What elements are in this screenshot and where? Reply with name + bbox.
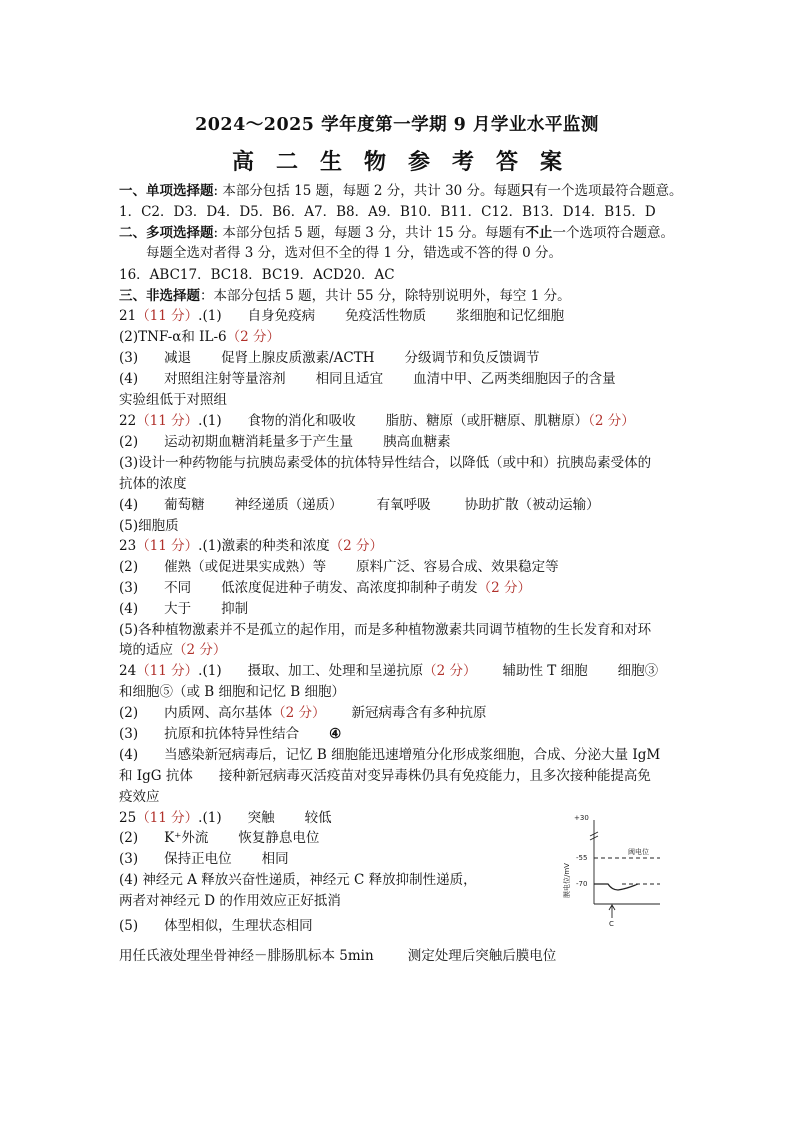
q23-line2 [119,557,559,577]
q25-line7 [119,946,556,966]
answer: 不同 [164,580,192,596]
q25-line6 [119,916,313,936]
answer: 相同且适宜 [315,371,384,387]
tick-label-minus55: -55 [576,854,588,862]
stimulus-label: C [609,920,614,928]
answer: 神经递质（递质） [234,497,343,513]
part-label: (2) [119,434,139,450]
section3-heading: 三、非选择题 [119,288,200,304]
part-label: (2) [119,830,139,846]
q23-line6 [119,640,226,660]
answer: 促肾上腺皮质激素/ACTH [221,350,375,366]
question-score: （11 分） [136,413,199,429]
section2-desc: : 本部分包括 5 题，每题 3 分，共计 15 分。每题有 [213,225,526,241]
question-score: （11 分） [136,810,199,826]
q25-line2 [119,828,319,848]
answer: 大于 [164,601,192,617]
score-note: （2 分） [272,705,326,721]
q25-line1 [119,808,332,828]
answer: 新冠病毒含有多种抗原 [351,705,487,721]
answer: 摄取、加工、处理和呈递抗原 [247,663,424,679]
answer: 内质网、高尔基体 [164,705,273,721]
answer: K⁺外流 [164,830,209,846]
answer: 相同 [261,851,289,867]
subtitle-char: 二 [275,149,298,175]
answer: 脂肪、糖原（或肝糖原、肌糖原） [385,413,589,429]
answer: 自身免疫病 [247,308,316,324]
answer: 原料广泛、容易合成、效果稳定等 [356,559,559,575]
q24-line1 [119,661,658,681]
section2-notonly: 不止 [525,225,553,241]
subtitle-char: 答 [496,149,519,175]
part-label: (3) [119,350,139,366]
section3-desc: ：本部分包括 5 题，共计 55 分，除特别说明外，每空 1 分。 [200,288,571,304]
section1-heading: 一、单项选择题 [119,183,214,199]
answer: 免疫活性物质 [345,308,427,324]
q25-line5: 两者对神经元 D 的作用效应正好抵消 [119,893,341,909]
answer: 抑制 [221,601,249,617]
question-number: 21 [119,308,137,324]
answer: 协助扩散（被动运输） [464,497,600,513]
q25-line3 [119,849,289,869]
answer: 接种新冠病毒灭活疫苗对变异毒株仍具有免疫能力，且多次接种能提高免 [218,768,651,784]
subtitle-char: 物 [363,149,386,175]
answer: 分级调节和负反馈调节 [404,350,540,366]
score-note: （2 分） [329,538,383,554]
question-score: （11 分） [136,538,199,554]
answer: 境的适应 [119,642,173,658]
subtitle-char: 生 [319,149,342,175]
question-number: 25 [119,810,137,826]
q22-line5 [119,495,600,515]
page-title: 2024～2025 学年度第一学期 9 月学业水平监测 [195,115,599,135]
q24-line3 [119,703,487,723]
part-label: (4) [119,601,139,617]
answer: 有氧呼吸 [376,497,431,513]
y-axis-label: 膜电位/mV [563,863,571,898]
section1-desc2: 有一个选项最符合题意。 [534,183,683,199]
potential-trace [594,884,638,890]
q21-line2 [119,327,280,347]
answer: 减退 [164,350,192,366]
part-label: (2) [119,705,139,721]
section1-only: 只 [520,183,535,199]
answer: 食物的消化和吸收 [247,413,356,429]
section1-desc: : 本部分包括 15 题，每题 2 分，共计 30 分。每题 [213,183,521,199]
membrane-potential-figure [556,806,666,928]
answer: 辅助性 T 细胞 [502,663,588,679]
page-subtitle [0,145,794,176]
answer: ④ [329,726,342,742]
score-note: （2 分） [226,329,281,345]
tick-label-minus70: -70 [576,880,588,888]
q23-line4 [119,599,248,619]
answer: 血清中甲、乙两类细胞因子的含量 [413,371,616,387]
question-number: 22 [119,413,137,429]
section2-desc2: 一个选项符合题意。 [552,225,674,241]
threshold-label: 阈电位 [628,848,649,856]
q24-line7: 疫效应 [119,789,160,805]
part-label: (3) [119,726,139,742]
q22-line4: 抗体的浓度 [119,476,187,492]
q21-line5: 实验组低于对照组 [119,392,227,408]
answer: 用任氏液处理坐骨神经－腓肠肌标本 5min [119,948,374,964]
q24-line4 [119,724,341,744]
part-label: (4) [119,371,139,387]
q23-line3 [119,578,531,598]
answer: 胰高血糖素 [383,434,451,450]
score-note: （2 分） [173,642,227,658]
q25-line4: (4) 神经元 A 释放兴奋性递质，神经元 C 释放抑制性递质， [119,872,477,888]
answer: 当感染新冠病毒后，记忆 B 细胞能迅速增殖分化形成浆细胞，合成、分泌大量 IgM [164,747,661,763]
part-label: .(1) [198,308,222,324]
answer: 较低 [304,810,332,826]
q24-line5 [119,745,660,765]
part-label: (5) [119,918,139,934]
answer: 浆细胞和记忆细胞 [456,308,565,324]
q21-line1 [119,306,564,326]
part-label: (4) [119,497,139,513]
answer: 保持正电位 [164,851,232,867]
section1-heading-line [119,181,683,201]
answer: 抗原和抗体特异性结合 [164,726,300,742]
subtitle-char: 案 [540,149,563,175]
q22-line6: (5)细胞质 [119,518,179,534]
subtitle-char: 高 [231,149,254,175]
answer: 和 IgG 抗体 [119,768,193,784]
part-label: .(1) [198,413,222,429]
answer: (2)TNF-α和 IL-6 [119,329,227,345]
answer: 低浓度促进种子萌发、高浓度抑制种子萌发 [221,580,478,596]
answer: 催熟（或促进果实成熟）等 [164,559,327,575]
section2-heading-line [119,223,674,243]
answer: 葡萄糖 [164,497,205,513]
part-label: (4) [119,747,139,763]
answer: 突触 [247,810,275,826]
question-score: （11 分） [136,308,199,324]
section3-heading-line [119,286,571,306]
answer: 对照组注射等量溶剂 [164,371,286,387]
section1-answers: 1．C2．D3．D4．D5．B6．A7．B8．A9．B10．B11．C12．B13．D14．B15．D [119,204,656,220]
q21-line4 [119,369,616,389]
part-label: (3) [119,851,139,867]
score-note: （2 分） [588,413,635,429]
section2-answers: 16．ABC17．BC18．BC19．ACD20．AC [119,267,395,283]
question-number: 24 [119,663,137,679]
q22-line1 [119,411,635,431]
q22-line3: (3)设计一种药物能与抗胰岛素受体的抗体特异性结合，以降低（或中和）抗胰岛素受体的 [119,455,652,471]
part-label: .(1) [198,663,222,679]
q23-line5: (5)各种植物激素并不是孤立的起作用，而是多种植物激素共同调节植物的生长发育和对环 [119,622,652,638]
section2-scoring: 每题全选对者得 3 分，选对但不全的得 1 分，错选或不答的得 0 分。 [146,245,563,261]
question-number: 23 [119,538,137,554]
answer: .(1)激素的种类和浓度 [198,538,330,554]
q24-line6 [119,766,651,786]
q21-line3 [119,348,540,368]
answer: 细胞③ [617,663,659,679]
answer: 测定处理后突触后膜电位 [407,948,557,964]
answer: 恢复静息电位 [238,830,320,846]
score-note: （2 分） [477,580,532,596]
question-score: （11 分） [136,663,199,679]
part-label: (3) [119,580,139,596]
section2-heading: 二、多项选择题 [119,225,214,241]
q23-line1 [119,536,383,556]
answer: 运动初期血糖消耗量多于产生量 [164,434,354,450]
q22-line2 [119,432,451,452]
part-label: (2) [119,559,139,575]
q24-line2: 和细胞⑤（或 B 细胞和记忆 B 细胞） [119,684,346,700]
subtitle-char: 考 [452,149,475,175]
tick-label-plus30: +30 [574,814,589,822]
score-note: （2 分） [423,663,477,679]
answer: 体型相似，生理状态相同 [164,918,313,934]
part-label: .(1) [198,810,222,826]
subtitle-char: 参 [408,149,431,175]
